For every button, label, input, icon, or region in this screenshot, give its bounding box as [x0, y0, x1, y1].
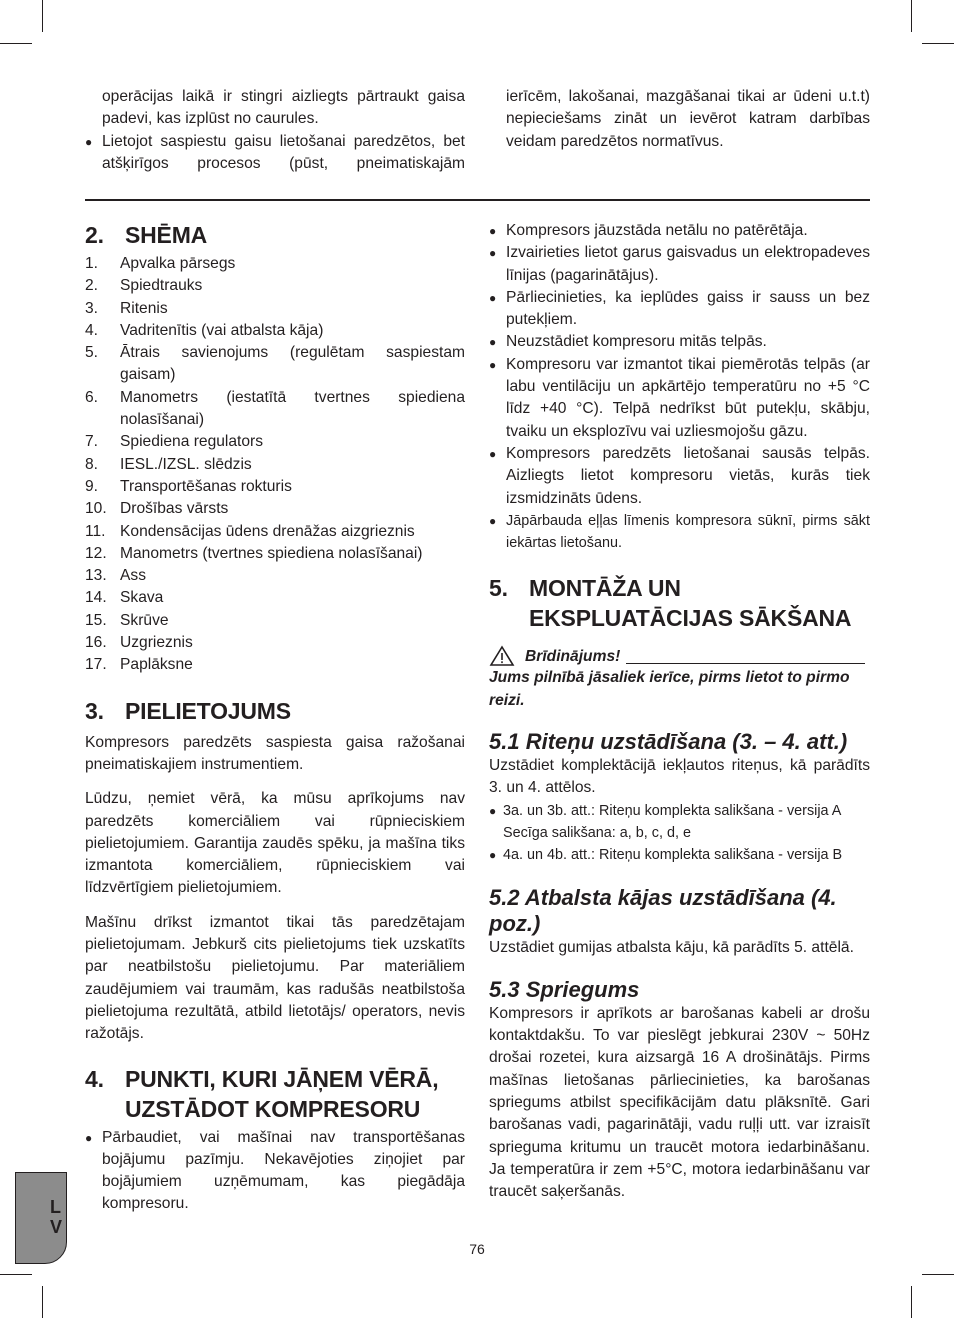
schema-part-item: 10. Drošības vārsts — [85, 500, 229, 518]
schema-part-item: 13. Ass — [85, 567, 146, 585]
crop-mark — [922, 1274, 954, 1275]
crop-mark — [0, 1274, 32, 1275]
schema-part-item: 15. Skrūve — [85, 611, 169, 629]
bullet-item: ● Lietojot saspiestu gaisu lietošanai paredzētos, bet atšķirīgos procesos (pūst, pneimatiskajām — [85, 131, 465, 176]
right-column — [489, 220, 870, 1204]
section-heading-5: 5. MONTĀŽA UN EKSPLUATĀCIJAS SĀKŠANA — [489, 575, 852, 632]
bullet-item: ● Neuzstādiet kompresoru mitās telpās. — [489, 331, 870, 353]
subsection-heading-5-2: 5.2 Atbalsta kājas uzstādīšana (4. poz.) — [489, 884, 837, 936]
crop-mark — [0, 43, 32, 44]
language-tab-letter: L — [50, 1197, 61, 1217]
bullet-item: ● Kompresoru var izmantot tikai piemērotās telpās (ar labu ventilāciju un apkārtējo temperatūru no +5 °C līdz +40 °C). Telpā nedrīkst būt putekļu, skābju, tvaiku un eksplozīvu vai uzliesmojošu gāzu. — [489, 354, 870, 443]
bullet-item: ● Kompresors jāuzstāda netālu no patērētāja. — [489, 220, 870, 242]
section-divider — [85, 199, 870, 201]
bullet-item: ● Izvairieties lietot garus gaisvadus un elektropadeves līnijas (pagarinātājus). — [489, 242, 870, 287]
left-column — [85, 220, 465, 1216]
schema-part-item: 11. Kondensācijas ūdens drenāžas aizgrieznis — [85, 522, 415, 540]
warning-underline — [626, 663, 865, 664]
schema-parts-list — [85, 253, 465, 677]
paragraph: Uzstādiet gumijas atbalsta kāju, kā parādīts 5. attēlā. — [489, 938, 854, 956]
schema-part-item: 5. Ātrais savienojums (regulētam saspiestam gaisam) — [85, 344, 465, 384]
warning-label: Brīdinājums! — [525, 648, 621, 666]
crop-mark — [922, 43, 954, 44]
paragraph: Lūdzu, ņemiet vērā, ka mūsu aprīkojums nav paredzēts komerciāliem vai rūpnieciskiem pielietojumiem. Garantija zaudēs spēku, ja mašīna tiks izmantota komerciāliem, rūpnieciskiem vai līdzvērtīgiem pielietojumiem. — [85, 790, 465, 897]
top-left-continuation — [85, 86, 465, 175]
continued-text: operācijas laikā ir stingri aizliegts pārtraukt gaisa padevi, kas izplūst no caurules. — [102, 88, 465, 128]
crop-mark — [911, 1286, 912, 1318]
crop-mark — [42, 0, 43, 32]
warning-text: Jums pilnībā jāsaliek ierīce, pirms lietot to pirmo reizi. — [489, 669, 850, 709]
continued-text: ierīcēm, lakošanai, mazgāšanai tikai ar ūdeni u.t.t) nepieciešams zināt un ievērot katram darbības veidam paredzētos normatīvus. — [506, 88, 870, 150]
subsection-heading-5-3: 5.3 Spriegums — [489, 976, 640, 1002]
bullet-item: ● Pārbaudiet, vai mašīnai nav transportēšanas bojājumu pazīmju. Nekavējoties ziņojiet par bojājumiem uzņēmumam, kas piegādāja kompresoru. — [85, 1127, 465, 1216]
schema-part-item: 1. Apvalka pārsegs — [85, 255, 236, 272]
schema-part-item: 6. Manometrs (iestatītā tvertnes spiediena nolasīšanai) — [85, 388, 465, 429]
top-right-continuation — [489, 86, 870, 153]
section-heading-4: 4. PUNKTI, KURI JĀŅEM VĒRĀ, UZSTĀDOT KOMPRESORU — [85, 1065, 439, 1122]
section-heading-2: 2. SHĒMA — [85, 222, 208, 248]
right-bullet-list — [489, 220, 870, 510]
bullet-item: ● 3a. un 3b. att.: Riteņu komplekta salikšana - versija A Secīga salikšana: a, b, c, d, e — [489, 800, 870, 845]
schema-part-item: 12. Manometrs (tvertnes spiediena nolasīšanai) — [85, 544, 423, 562]
schema-part-item: 7. Spiediena regulators — [85, 433, 264, 451]
section-heading-3: 3. PIELIETOJUMS — [85, 697, 291, 724]
schema-part-item: 17. Paplāksne — [85, 656, 193, 674]
warning-line — [489, 645, 870, 667]
bullet-item: ● Kompresors paredzēts lietošanai sausās telpās. Aizliegts lietot kompresoru vietās, kurās tiek izsmidzināts ūdens. — [489, 443, 870, 510]
bullet-item: ● Jāpārbauda eļļas līmenis kompresora sūknī, pirms sākt iekārtas lietošanu. — [489, 510, 870, 555]
schema-part-item: 14. Skava — [85, 589, 164, 607]
paragraph: Kompresors ir aprīkots ar barošanas kabeli ar drošu kontaktdakšu. To var pieslēgt jebkurai 230V ~ 50Hz drošai rozetei, kura aizsargā 16 A drošinātājs. Pirms mašīnas lietošanas pārliecinieties, ka barošanas spriegums atbilst specifikācijām datu plāksnītē. Gari barošanas vadi, pagarinātāji, vadu ruļļi utt. var izraisīt sprieguma kritumu un traucēt motora iedarbināšanu. Ja temperatūra ir zem +5°C, motora iedarbināšanu var traucēt saķeršanās. — [489, 1004, 870, 1201]
crop-mark — [42, 1286, 43, 1318]
schema-part-item: 16. Uzgrieznis — [85, 634, 193, 652]
paragraph: Kompresors paredzēts saspiesta gaisa ražošanai pneimatiskajiem instrumentiem. — [85, 733, 465, 773]
schema-part-item: 2. Spiedtrauks — [85, 277, 203, 295]
page-number: 76 — [469, 1241, 485, 1257]
paragraph: Mašīnu drīkst izmantot tikai tās paredzētajam pielietojumam. Jebkurš cits pielietojums tiek uzskatīts par neatbilstošu pielietojumu. Par materiāliem zaudējumiem vai traumām, kas radušās neatbilstoša pielietojuma rezultātā, atbild lietotājs/ operators, nevis ražotājs. — [85, 913, 465, 1043]
bullet-item: ● 4a. un 4b. att.: Riteņu komplekta salikšana - versija B — [489, 844, 870, 866]
language-tab-letter: V — [50, 1217, 63, 1237]
subsection-heading-5-1: 5.1 Riteņu uzstādīšana (3. – 4. att.) — [489, 729, 848, 755]
schema-part-item: 4. Vadritenītis (vai atbalsta kāja) — [85, 321, 324, 339]
bullet-item: ● Pārliecinieties, ka ieplūdes gaiss ir sauss un bez putekļiem. — [489, 287, 870, 332]
schema-part-item: 8. IESL./IZSL. slēdzis — [85, 455, 252, 473]
schema-part-item: 3. Ritenis — [85, 299, 168, 317]
crop-mark — [911, 0, 912, 32]
paragraph: Uzstādiet komplektācijā iekļautos riteņus, kā parādīts 3. un 4. attēlos. — [489, 757, 870, 797]
warning-triangle-icon — [489, 645, 515, 667]
schema-part-item: 9. Transportēšanas rokturis — [85, 477, 292, 495]
